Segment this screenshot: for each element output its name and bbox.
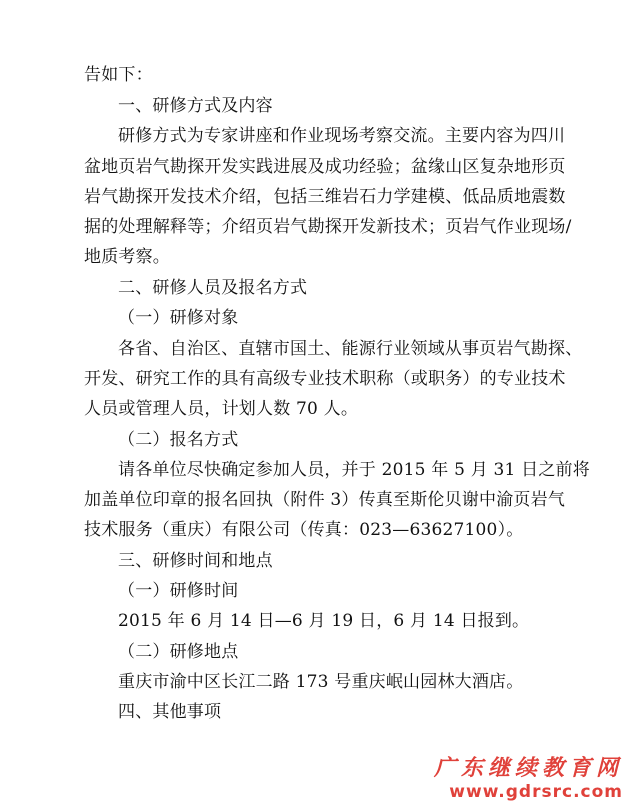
watermark-name: 广东继续教育网: [433, 756, 623, 781]
section-heading-3: 三、研修时间和地点: [118, 551, 273, 571]
paragraph-line: 盆地页岩气勘探开发实践进展及成功经验；盆缘山区复杂地形页: [84, 157, 566, 177]
paragraph-line: 研修方式为专家讲座和作业现场考察交流。主要内容为四川: [118, 126, 566, 146]
paragraph-line: 开发、研究工作的具有高级专业技术职称（或职务）的专业技术: [84, 369, 566, 389]
subsection-heading: （一）研修对象: [118, 308, 239, 328]
paragraph-line: 岩气勘探开发技术介绍，包括三维岩石力学建模、低品质地震数: [84, 187, 566, 207]
subsection-heading: （二）研修地点: [118, 642, 239, 662]
section-heading-1: 一、研修方式及内容: [118, 96, 273, 116]
subsection-heading: （一）研修时间: [118, 581, 239, 601]
paragraph-line: 人员或管理人员，计划人数 70 人。: [84, 399, 359, 419]
paragraph-line: 地质考察。: [84, 247, 170, 267]
site-watermark: [433, 756, 623, 802]
paragraph-line: 加盖单位印章的报名回执（附件 3）传真至斯伦贝谢中渝页岩气: [84, 490, 566, 510]
paragraph-line: 重庆市渝中区长江二路 173 号重庆岷山园林大酒店。: [118, 672, 524, 692]
subsection-heading: （二）报名方式: [118, 430, 239, 450]
paragraph-line: 2015 年 6 月 14 日—6 月 19 日，6 月 14 日报到。: [118, 611, 530, 631]
paragraph-line: 各省、自治区、直辖市国土、能源行业领域从事页岩气勘探、: [118, 339, 583, 359]
section-heading-4: 四、其他事项: [118, 702, 222, 722]
text-line-intro: 告如下：: [84, 65, 153, 85]
watermark-url: www.gdrsrc.com: [449, 782, 623, 802]
section-heading-2: 二、研修人员及报名方式: [118, 278, 308, 298]
paragraph-line: 据的处理解释等；介绍页岩气勘探开发新技术；页岩气作业现场/: [84, 217, 572, 237]
paragraph-line: 技术服务（重庆）有限公司（传真：023—63627100）。: [84, 520, 524, 540]
paragraph-line: 请各单位尽快确定参加人员，并于 2015 年 5 月 31 日之前将: [118, 460, 590, 480]
